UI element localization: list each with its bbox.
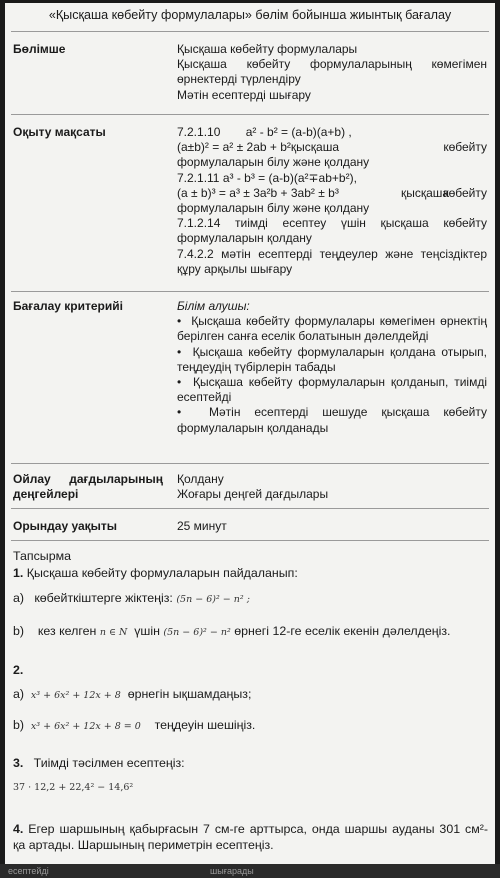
objective-3: 7.1.2.14 тиімді есептеу үшін қысқаша көбейту формулаларын қолдану [177, 216, 487, 246]
objective-1-word: көбейту [443, 140, 487, 155]
task-2a: а) x³ + 6x² + 12x + 8 өрнегін ықшамдаңыз; [13, 687, 252, 701]
objectives-label: Оқыту мақсаты [13, 125, 106, 139]
task-2b: b) x³ + 6x² + 12x + 8 = 0 теңдеуін шешіңіз. [13, 718, 256, 732]
criteria-item: • Мәтін есептерді шешуде қысқаша көбейту формулаларын қолданады [177, 405, 488, 435]
bullet-icon: • [177, 405, 210, 420]
task-1a: а) көбейткіштерге жіктеңіз: (5n − 6)² − n² ; [13, 591, 250, 605]
task-1b: b) кез келген n ∈ N үшін (5n − 6)² − n² өрнегі 12-ге еселік екенін дәлелдеңіз. [13, 624, 451, 638]
objective-1-code: 7.2.1.10 [177, 125, 221, 139]
section-line: Қысқаша көбейту формулалары [177, 42, 358, 56]
thinking-label: Ойлау дағдыларының деңгейлері [13, 472, 163, 502]
divider [11, 291, 489, 292]
task-1b-variable: n ∈ N [99, 627, 128, 638]
objective-1-line [177, 125, 487, 140]
task-3-expression-row [13, 778, 488, 796]
footer-left-text: есептейді [8, 866, 49, 876]
objective-2-word2: көбейту [443, 185, 487, 200]
task-1-intro: 1. Қысқаша көбейту формулаларын пайдаланып: [13, 566, 298, 580]
section-value [177, 42, 487, 103]
task-2a-expression: x³ + 6x² + 12x + 8 [30, 690, 121, 701]
section-line: Қысқаша көбейту формулаларының көмегімен өрнектерді түрлендіру [177, 57, 487, 87]
divider [11, 114, 489, 115]
objectives-value [177, 125, 487, 277]
section-line: Мәтін есептерді шығару [177, 87, 311, 102]
objective-2-line2: (a ± b)³ = a³ ± 3a²b + 3ab² ± b³ [177, 185, 339, 200]
criteria-item: • Қысқаша көбейту формулаларын қолданып, тиімді есептейді [177, 375, 488, 405]
divider [11, 540, 489, 541]
task-4: 4. Егер шаршының қабырғасын 7 см-ге арттырса, онда шаршы ауданы 301 см²- қа артады. Шаршының периметрін есептеңіз. [13, 822, 488, 852]
time-value: 25 минут [177, 519, 227, 533]
tasks-heading: Тапсырма [13, 549, 72, 563]
assessment-sheet [5, 3, 495, 865]
thinking-value [177, 472, 487, 502]
task-1a-expression: (5n − 6)² − n² ; [176, 594, 250, 605]
task-3-intro: 3. Тиімді тәсілмен есептеңіз: [13, 756, 185, 770]
divider [11, 463, 489, 464]
thinking-line: Қолдану [177, 472, 224, 486]
objective-1-formula-b: (a±b)² = a² ± 2ab + b²қысқаша [177, 140, 339, 155]
objective-4: 7.4.2.2 мәтін есептерді теңдеулер және теңсіздіктер құру арқылы шығару [177, 246, 487, 276]
objective-2-line1: 7.2.1.11 a³ - b³ = (a-b)(a²∓ab+b²), [177, 170, 357, 185]
task-3-expression: 37 · 12,2 + 22,4² − 14,6² [13, 782, 134, 793]
objective-2-tail: формулаларын білу және қолдану [177, 201, 370, 216]
objective-1-formula-line [177, 140, 487, 155]
task-2b-expression: x³ + 6x² + 12x + 8 = 0 [30, 721, 141, 732]
objective-1-formula-a: a² - b² = (a-b)(a+b) , [245, 125, 352, 139]
document-title: «Қысқаша көбейту формулалары» бөлім бойынша жиынтық бағалау [48, 8, 452, 22]
bullet-icon: • [177, 375, 194, 390]
bullet-icon: • [177, 314, 192, 329]
criteria-label: Бағалау критерийі [13, 299, 123, 313]
objective-1-tail: формулаларын білу және қолдану [177, 155, 370, 170]
task-1b-expression: (5n − 6)² − n² [163, 627, 231, 638]
divider [11, 508, 489, 509]
criteria-value [177, 299, 487, 436]
criteria-item: • Қысқаша көбейту формулалары көмегімен өрнектің берілген санға еселік болатынын дәлелдейді [177, 314, 487, 344]
objective-2-formula-line [177, 186, 487, 201]
criteria-intro: Білім алушы: [177, 299, 250, 313]
divider [11, 31, 489, 32]
footer-right-text: шығарады [210, 866, 254, 876]
time-label: Орындау уақыты [13, 519, 118, 533]
criteria-item: • Қысқаша көбейту формулаларын қолдана отырып, теңдеудің түбірлерін табады [177, 344, 487, 374]
bullet-icon: • [177, 344, 193, 359]
section-label: Бөлімше [13, 42, 66, 56]
objective-2-word1: қысқаша [401, 185, 450, 200]
task-2-number: 2. [13, 663, 24, 677]
thinking-line: Жоғары деңгей дағдылары [177, 487, 329, 502]
